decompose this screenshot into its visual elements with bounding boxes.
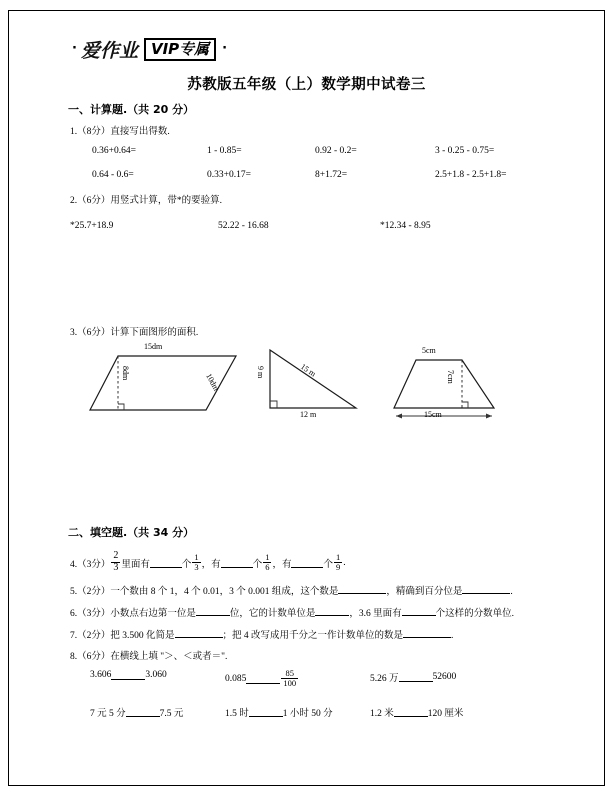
q4-fraction-c [334,553,342,572]
q8-r1-c2-blank[interactable] [246,674,280,684]
q4-frac-b-denominator: 6 [265,561,270,572]
q6-blank-2[interactable] [315,606,349,616]
logo-dot-right-icon: · [222,41,228,56]
page-title: 苏教版五年级（上）数学期中试卷三 [187,77,426,93]
triangle-left-label: 9 m [256,366,265,379]
q1-r2-c3: 8+1.72= [315,170,348,180]
q4-text-1: 里面有 [121,560,150,570]
question-1-prompt: 1.（8分）直接写出得数. [70,127,170,137]
figure-right-triangle [252,344,382,424]
q7-text-3: . [451,631,454,641]
q8-r1-c2 [225,670,299,689]
q4-fraction-a [192,553,200,572]
q8-r1-c2-fraction [281,669,298,688]
q8-r2-c3-blank[interactable] [394,707,428,717]
q8-r2-c1 [90,705,183,719]
trapezoid-base-label: 15cm [424,410,442,419]
q5-text-3: . [510,587,513,597]
q4-frac-main-denominator: 3 [113,561,119,573]
section-heading-1: 一、计算题.（共 20 分） [68,103,195,116]
q6-text-3: ，3.6 里面有 [349,609,402,619]
q8-r1-c2-left: 0.085 [225,674,247,685]
q4-text-3: ，有 [201,560,221,570]
triangle-svg [252,344,382,424]
question-3-prompt: 3.（6分）计算下面图形的面积. [70,328,199,338]
brand-logo [72,36,227,63]
q8-r2-c1-right: 7.5 元 [159,709,184,719]
q4-blank-2[interactable] [221,558,253,568]
q1-r1-c1: 0.36+0.64= [92,146,136,156]
q8-r2-c2-left: 1.5 时 [225,709,249,719]
q7-blank-1[interactable] [175,628,223,638]
q4-text-7: . [343,558,346,568]
q4-frac-b-numerator: 1 [265,551,270,562]
parallelogram-top-label: 15dm [144,342,163,351]
trapezoid-svg [390,344,530,426]
q4-frac-a-denominator: 3 [194,561,199,572]
question-4 [70,552,346,574]
q2-item-1: *25.7+18.9 [70,221,114,231]
q1-r1-c4: 3 - 0.25 - 0.75= [435,146,495,156]
q6-text-1: 6.（3分）小数点右边第一位是 [70,609,196,619]
q6-text-2: 位，它的计数单位是 [229,609,316,619]
q6-blank-1[interactable] [196,606,230,616]
q4-text-4: 个 [252,560,263,570]
q2-item-3: *12.34 - 8.95 [380,221,431,231]
q4-frac-c-numerator: 1 [335,551,341,562]
q8-r2-c2-right: 1 小时 50 分 [282,709,333,719]
q1-r2-c1: 0.64 - 0.6= [92,170,134,180]
figure-trapezoid [390,344,530,426]
q8-r1-c3-blank[interactable] [399,672,433,682]
q8-r2-c2-blank[interactable] [249,707,283,717]
q1-r2-c2: 0.33+0.17= [207,170,251,180]
q1-r2-c4: 2.5+1.8 - 2.5+1.8= [435,170,507,180]
q5-blank-2[interactable] [462,584,510,594]
triangle-hypotenuse-label: 15 m [298,362,318,379]
q8-r1-c2-frac-denominator: 100 [283,677,297,688]
parallelogram-svg [88,344,248,424]
question-5 [70,583,513,597]
q8-r2-c2 [225,705,333,719]
q8-r1-c3-right: 52600 [432,672,457,682]
trapezoid-top-label: 5cm [422,346,436,355]
q6-blank-3[interactable] [402,606,436,616]
question-6 [70,605,514,619]
q4-fraction-main [111,551,120,573]
q7-text-2: ；把 4 改写成用千分之一作计数单位的数是 [222,631,404,641]
q4-text-5: ，有 [272,560,292,570]
section-heading-2: 二、填空题.（共 34 分） [68,526,195,539]
q1-r1-c2: 1 - 0.85= [207,146,242,156]
q5-text-2: ，精确到百分位是 [386,587,463,597]
trapezoid-height-label: 7cm [446,370,455,384]
triangle-base-label: 12 m [300,410,317,419]
q8-r1-c1-right: 3.060 [145,670,167,680]
q4-text-2: 个 [181,560,192,570]
q4-text-6: 个 [323,560,333,570]
q4-frac-c-denominator: 9 [335,561,341,572]
q8-r1-c1 [90,670,167,680]
question-8-prompt: 8.（6分）在横线上填 "＞、＜或者＝". [70,652,228,662]
q8-r1-c2-frac-numerator: 85 [285,668,294,678]
q4-frac-a-numerator: 1 [194,551,199,562]
q8-r1-c1-blank[interactable] [111,670,145,680]
logo-dot-left-icon: · [72,41,77,56]
question-2-prompt: 2.（6分）用竖式计算，带*的要验算. [70,196,223,206]
q4-frac-main-numerator: 2 [113,550,119,561]
q8-r1-c3 [370,670,456,684]
q8-r2-c1-blank[interactable] [126,707,160,717]
q7-blank-2[interactable] [403,628,451,638]
q4-blank-1[interactable] [150,558,182,568]
q7-text-1: 7.（2分）把 3.500 化简是 [70,631,175,641]
q6-text-4: 个这样的分数单位. [435,609,515,619]
q5-blank-1[interactable] [338,584,386,594]
q1-r1-c3: 0.92 - 0.2= [315,146,357,156]
q8-r2-c3-left: 1.2 米 [370,709,394,719]
q4-blank-3[interactable] [291,558,323,568]
q4-fraction-b [263,553,271,572]
q8-r2-c3-right: 120 厘米 [427,709,464,719]
q4-number: 4.（3分） [70,560,111,570]
parallelogram-height-label: 8dm [121,366,130,381]
q2-item-2: 52.22 - 16.68 [218,221,269,231]
question-7 [70,627,453,641]
parallelogram-side-label: 10dm [204,372,221,393]
logo-wordmark: 爱作业 [80,40,138,62]
q8-r1-c1-left: 3.606 [90,670,112,680]
q8-r2-c1-left: 7 元 5 分 [90,709,126,719]
q5-text-1: 5.（2分）一个数由 8 个 1，4 个 0.01，3 个 0.001 组成，这个数是 [70,587,339,597]
q8-r2-c3 [370,705,463,719]
q8-r1-c3-left: 5.26 万 [370,674,399,684]
figure-parallelogram [88,344,248,424]
vip-badge: VIP专属 [144,38,216,62]
